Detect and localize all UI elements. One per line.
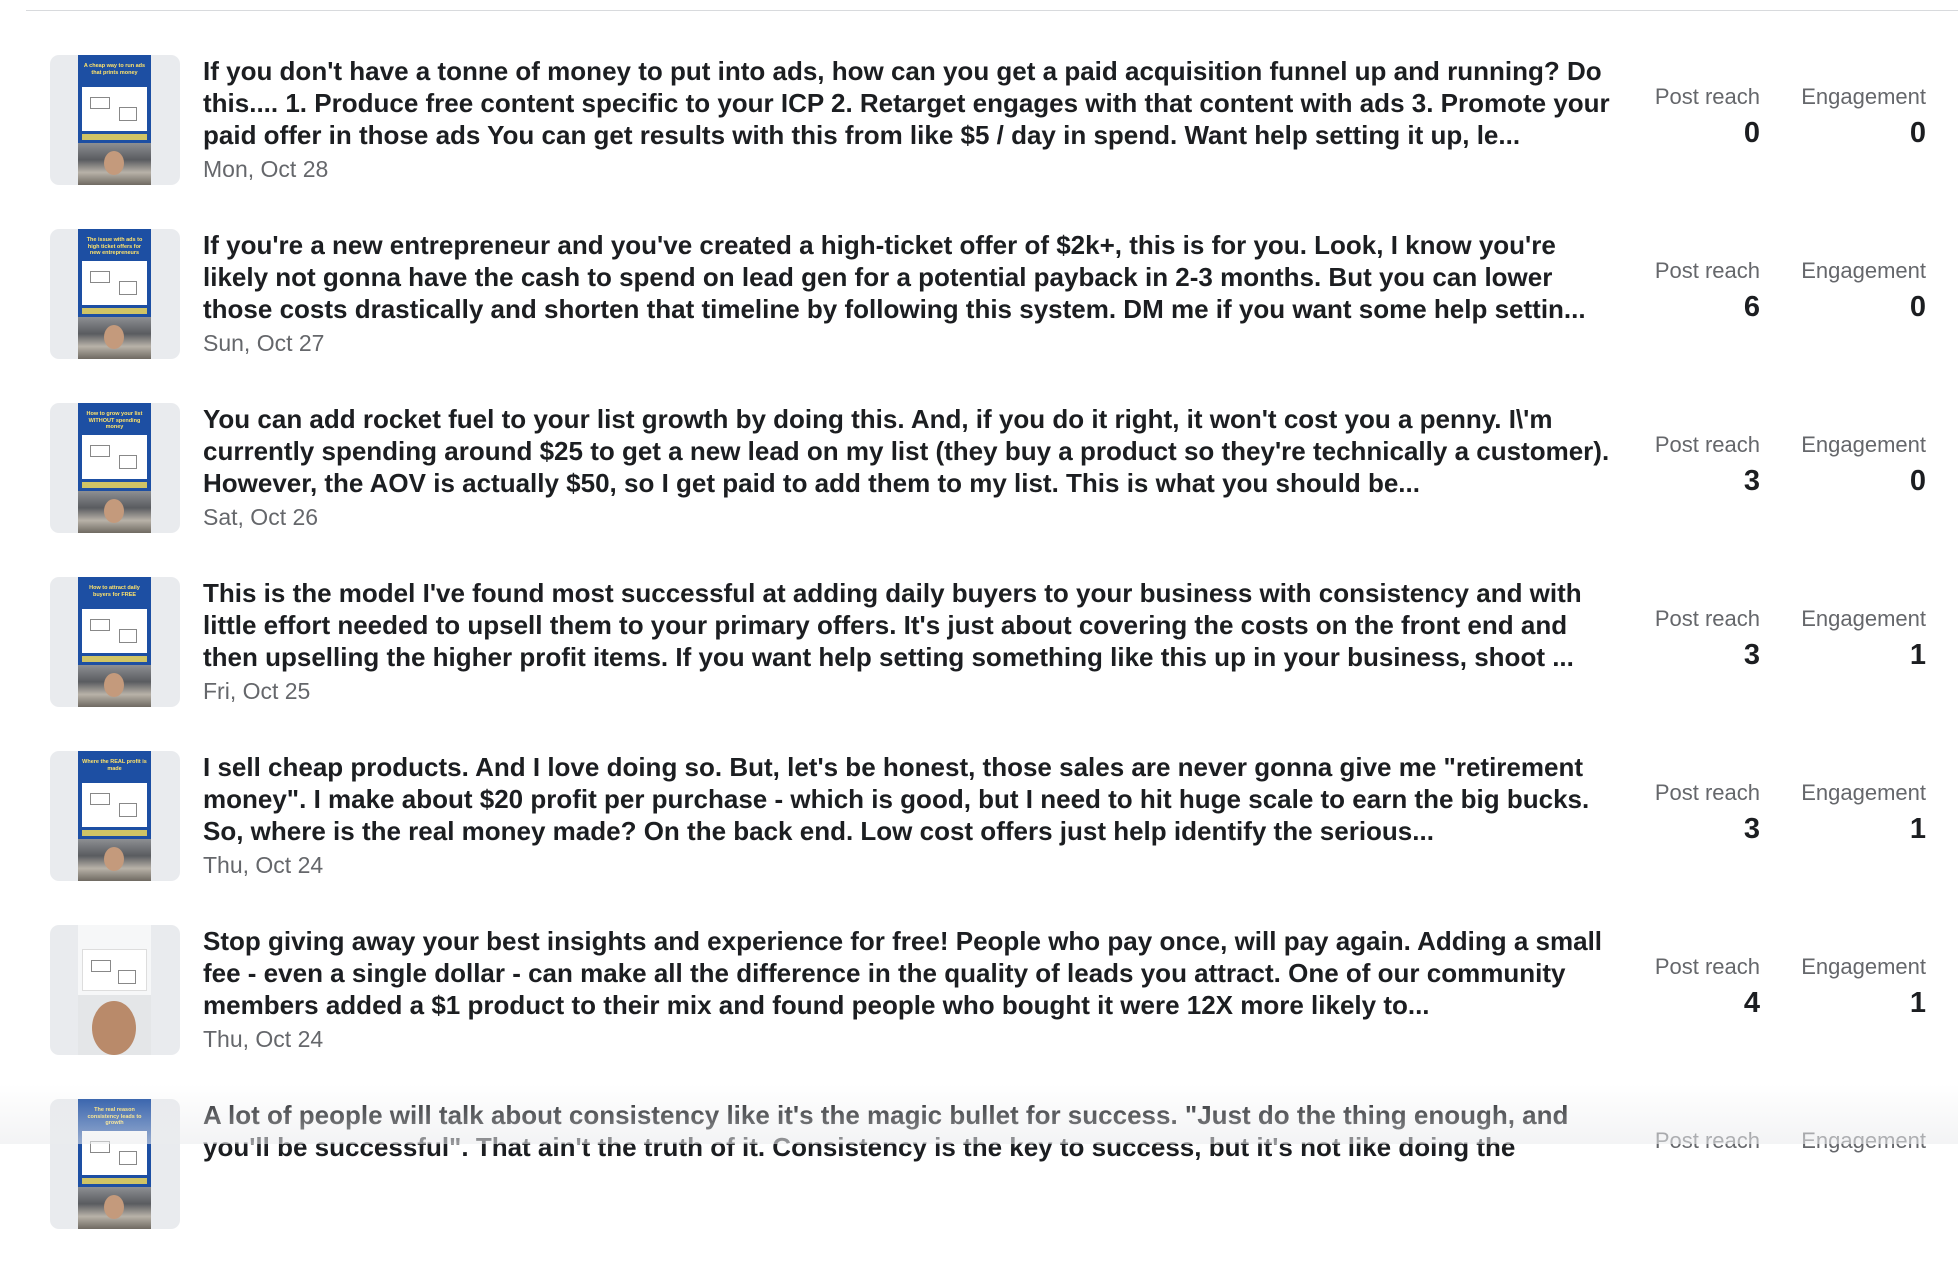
engagement-metric [1801,605,1926,673]
engagement-label: Engagement [1801,779,1926,807]
post-reach-value: 3 [1655,637,1760,673]
engagement-value: 0 [1801,115,1926,151]
post-reach-metric [1655,83,1760,151]
thumbnail-photo [78,665,151,707]
post-date: Sat, Oct 26 [203,503,318,531]
post-date: Sun, Oct 27 [203,329,324,357]
post-reach-metric [1655,431,1760,499]
thumbnail-diagram [82,783,147,827]
thumbnail-title: The real reason consistency leads to growth [82,1107,147,1127]
post-text[interactable]: If you're a new entrepreneur and you've created a high-ticket offer of $2k+, this is for you. Look, I know you're likely not gonna have the cash to spend on lead gen for a potential payback in 2-3 months. But you can lower those costs drastically and shorten that timeline by following this system. DM me if you want some help settin... [203,229,1615,325]
thumbnail-title: How to attract daily buyers for FREE [82,585,147,598]
thumbnail-caption-bar [82,656,147,662]
thumbnail-diagram [82,949,147,991]
engagement-label: Engagement [1801,605,1926,633]
thumbnail-graphic [78,403,151,533]
thumbnail-photo [78,491,151,533]
post-row[interactable] [0,577,1958,751]
thumbnail-graphic [78,577,151,707]
top-divider [26,10,1958,11]
thumbnail-title: A cheap way to run ads that prints money [82,63,147,76]
thumbnail-photo [78,839,151,881]
post-text[interactable]: Stop giving away your best insights and experience for free! People who pay once, will pay again. Adding a small fee - even a single dollar - can make all the difference in the quality of leads you attract. One of our community members added a $1 product to their mix and found people who bought it were 12X more likely to... [203,925,1615,1021]
post-text[interactable]: You can add rocket fuel to your list growth by doing this. And, if you do it right, it won't cost you a penny. I\'m currently spending around $25 to get a new lead on my list (they buy a product so they're technically a customer). However, the AOV is actually $50, so I get paid to add them to my list. This is what you should be... [203,403,1615,499]
thumbnail-caption-bar [82,830,147,836]
thumbnail-diagram [82,87,147,131]
thumbnail-photo [78,317,151,359]
post-row[interactable] [0,925,1958,1099]
post-reach-label: Post reach [1655,953,1760,981]
engagement-metric [1801,779,1926,847]
post-reach-label: Post reach [1655,431,1760,459]
engagement-label: Engagement [1801,257,1926,285]
post-reach-label: Post reach [1655,1127,1760,1155]
engagement-value: 1 [1801,985,1926,1021]
post-date: Mon, Oct 28 [203,155,328,183]
thumbnail-photo [78,143,151,185]
thumbnail-graphic [78,751,151,881]
thumbnail-diagram [82,609,147,653]
engagement-metric [1801,431,1926,499]
engagement-label: Engagement [1801,431,1926,459]
post-text[interactable]: This is the model I've found most successful at adding daily buyers to your business with consistency and with little effort needed to upsell them to your primary offers. It's just about covering the costs on the front end and then upselling the higher profit items. If you want help setting something like this up in your business, shoot ... [203,577,1615,673]
post-reach-label: Post reach [1655,605,1760,633]
thumbnail-graphic [78,1099,151,1229]
post-row[interactable] [0,55,1958,229]
engagement-metric [1801,257,1926,325]
thumbnail-caption-bar [82,1178,147,1184]
post-reach-metric [1655,257,1760,325]
thumbnail-diagram [82,435,147,479]
post-row[interactable] [0,403,1958,577]
thumbnail-diagram [82,261,147,305]
post-reach-metric [1655,605,1760,673]
engagement-value: 1 [1801,811,1926,847]
post-reach-value: 6 [1655,289,1760,325]
post-thumbnail[interactable] [50,55,180,185]
post-reach-value: 3 [1655,463,1760,499]
post-text[interactable]: If you don't have a tonne of money to put into ads, how can you get a paid acquisition funnel up and running? Do this.... 1. Produce free content specific to your ICP 2. Retarget engages with that content with ads 3. Promote your paid offer in those ads You can get results with this from like $5 / day in spend. Want help setting it up, le... [203,55,1615,151]
post-thumbnail[interactable] [50,577,180,707]
post-reach-label: Post reach [1655,779,1760,807]
post-reach-value: 4 [1655,985,1760,1021]
thumbnail-caption-bar [82,134,147,140]
post-thumbnail[interactable] [50,751,180,881]
engagement-metric [1801,83,1926,151]
thumbnail-title: Where the REAL profit is made [82,759,147,772]
post-date: Thu, Oct 24 [203,851,323,879]
thumbnail-diagram [82,1131,147,1175]
engagement-metric [1801,953,1926,1021]
post-reach-value: 3 [1655,811,1760,847]
post-date: Fri, Oct 25 [203,677,310,705]
post-thumbnail[interactable] [50,403,180,533]
thumbnail-caption-bar [82,482,147,488]
post-row[interactable] [0,751,1958,925]
post-text[interactable]: A lot of people will talk about consistency like it's the magic bullet for success. "Just do the thing enough, and you'll be successful". That ain't the truth of it. Consistency is the key to success, but it's not like doing the [203,1099,1615,1163]
engagement-label: Engagement [1801,1127,1926,1155]
engagement-label: Engagement [1801,953,1926,981]
thumbnail-title: How to grow your list WITHOUT spending money [82,411,147,431]
post-thumbnail[interactable] [50,1099,180,1229]
thumbnail-photo [78,1187,151,1229]
post-row[interactable] [0,1099,1958,1273]
thumbnail-graphic [78,229,151,359]
thumbnail-graphic [78,55,151,185]
engagement-value: 0 [1801,289,1926,325]
post-reach-label: Post reach [1655,257,1760,285]
post-thumbnail[interactable] [50,229,180,359]
post-reach-metric [1655,953,1760,1021]
thumbnail-caption-bar [82,308,147,314]
post-reach-metric [1655,1127,1760,1159]
engagement-label: Engagement [1801,83,1926,111]
thumbnail-graphic [78,925,151,1055]
engagement-value: 0 [1801,463,1926,499]
post-reach-value: 0 [1655,115,1760,151]
thumbnail-photo [78,995,151,1055]
engagement-value: 1 [1801,637,1926,673]
post-text[interactable]: I sell cheap products. And I love doing so. But, let's be honest, those sales are never gonna give me "retirement money". I make about $20 profit per purchase - which is good, but I need to hit huge scale to earn the big bucks. So, where is the real money made? On the back end. Low cost offers just help identify the serious... [203,751,1615,847]
post-row[interactable] [0,229,1958,403]
thumbnail-title: The issue with ads to high ticket offers for new entrepreneurs [82,237,147,257]
post-thumbnail[interactable] [50,925,180,1055]
engagement-metric [1801,1127,1926,1159]
post-date: Thu, Oct 24 [203,1025,323,1053]
post-reach-metric [1655,779,1760,847]
post-reach-label: Post reach [1655,83,1760,111]
